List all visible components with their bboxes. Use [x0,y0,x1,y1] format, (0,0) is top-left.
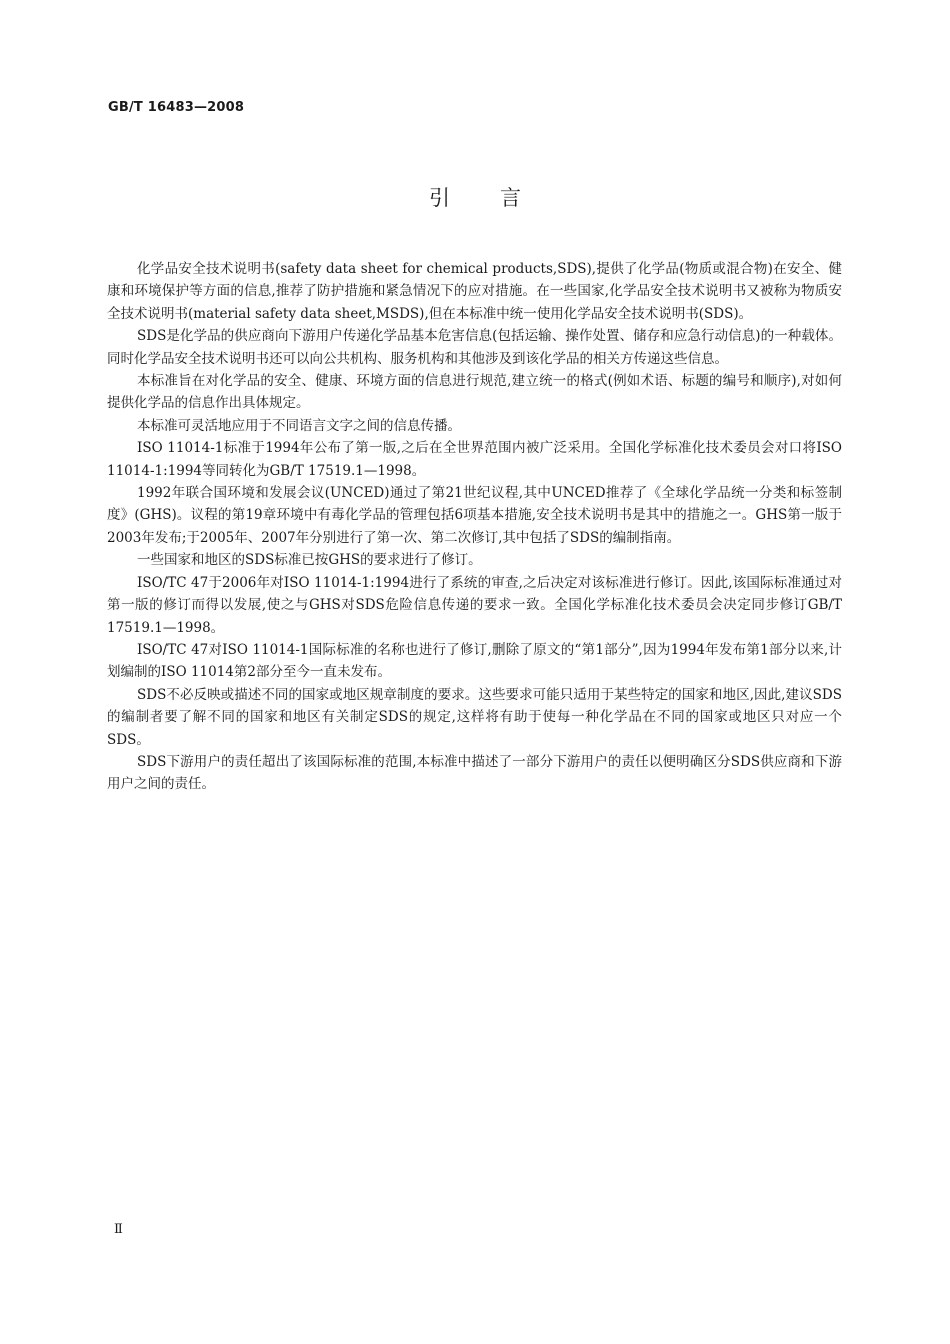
paragraph-3: 本标准旨在对化学品的安全、健康、环境方面的信息进行规范,建立统一的格式(例如术语、标题的编号和顺序),对如何提供化学品的信息作出具体规定。 [107,373,842,412]
page-title: 引言 [429,186,571,210]
paragraph-11: SDS下游用户的责任超出了该国际标准的范围,本标准中描述了一部分下游用户的责任以便明确区分SDS供应商和下游用户之间的责任。 [107,753,842,793]
paragraph-8: ISO/TC 47于2006年对ISO 11014-1:1994进行了系统的审查,之后决定对该标准进行修订。因此,该国际标准通过对第一版的修订而得以发展,使之与GHS对SDS危险信息传递的要求一致。全国化学标准化技术委员会决定同步修订GB/T 17519.1—1998。 [107,574,842,636]
paragraph-4: 本标准可灵活地应用于不同语言文字之间的信息传播。 [137,417,461,434]
paragraph-1: 化学品安全技术说明书(safety data sheet for chemical products,SDS),提供了化学品(物质或混合物)在安全、健康和环境保护等方面的信息,推荐了防护措施和紧急情况下的应对措施。在一些国家,化学品安全技术说明书又被称为物质安全技术说明书(material safety data sheet,MSDS),但在本标准中统一使用化学品安全技术说明书(SDS)。 [107,261,842,322]
page-number: Ⅱ [114,1221,123,1236]
paragraph-6: 1992年联合国环境和发展会议(UNCED)通过了第21世纪议程,其中UNCED推荐了《全球化学品统一分类和标签制度》(GHS)。议程的第19章环境中有毒化学品的管理包括6项基本措施,安全技术说明书是其中的措施之一。GHS第一版于2003年发布;于2005年、2007年分别进行了第一次、第二次修订,其中包括了SDS的编制指南。 [107,485,842,546]
paragraph-10: SDS不必反映或描述不同的国家或地区规章制度的要求。这些要求可能只适用于某些特定的国家和地区,因此,建议SDS的编制者要了解不同的国家和地区有关制定SDS的规定,这样将有助于使每一种化学品在不同的国家或地区只对应一个SDS。 [107,686,842,748]
paragraph-9: ISO/TC 47对ISO 11014-1国际标准的名称也进行了修订,删除了原文的“第1部分”,因为1994年发布第1部分以来,计划编制的ISO 11014第2部分至今一直未发布。 [107,641,842,681]
paragraph-7: 一些国家和地区的SDS标准已按GHS的要求进行了修订。 [137,552,482,569]
paragraph-2: SDS是化学品的供应商向下游用户传递化学品基本危害信息(包括运输、操作处置、储存和应急行动信息)的一种载体。同时化学品安全技术说明书还可以向公共机构、服务机构和其他涉及到该化学品的相关方传递这些信息。 [107,328,842,367]
standard-code: GB/T 16483—2008 [108,100,245,115]
document-body [107,258,842,796]
paragraph-5: ISO 11014-1标准于1994年公布了第一版,之后在全世界范围内被广泛采用。全国化学标准化技术委员会对口将ISO 11014-1:1994等同转化为GB/T 17519.1—1998。 [107,440,842,479]
